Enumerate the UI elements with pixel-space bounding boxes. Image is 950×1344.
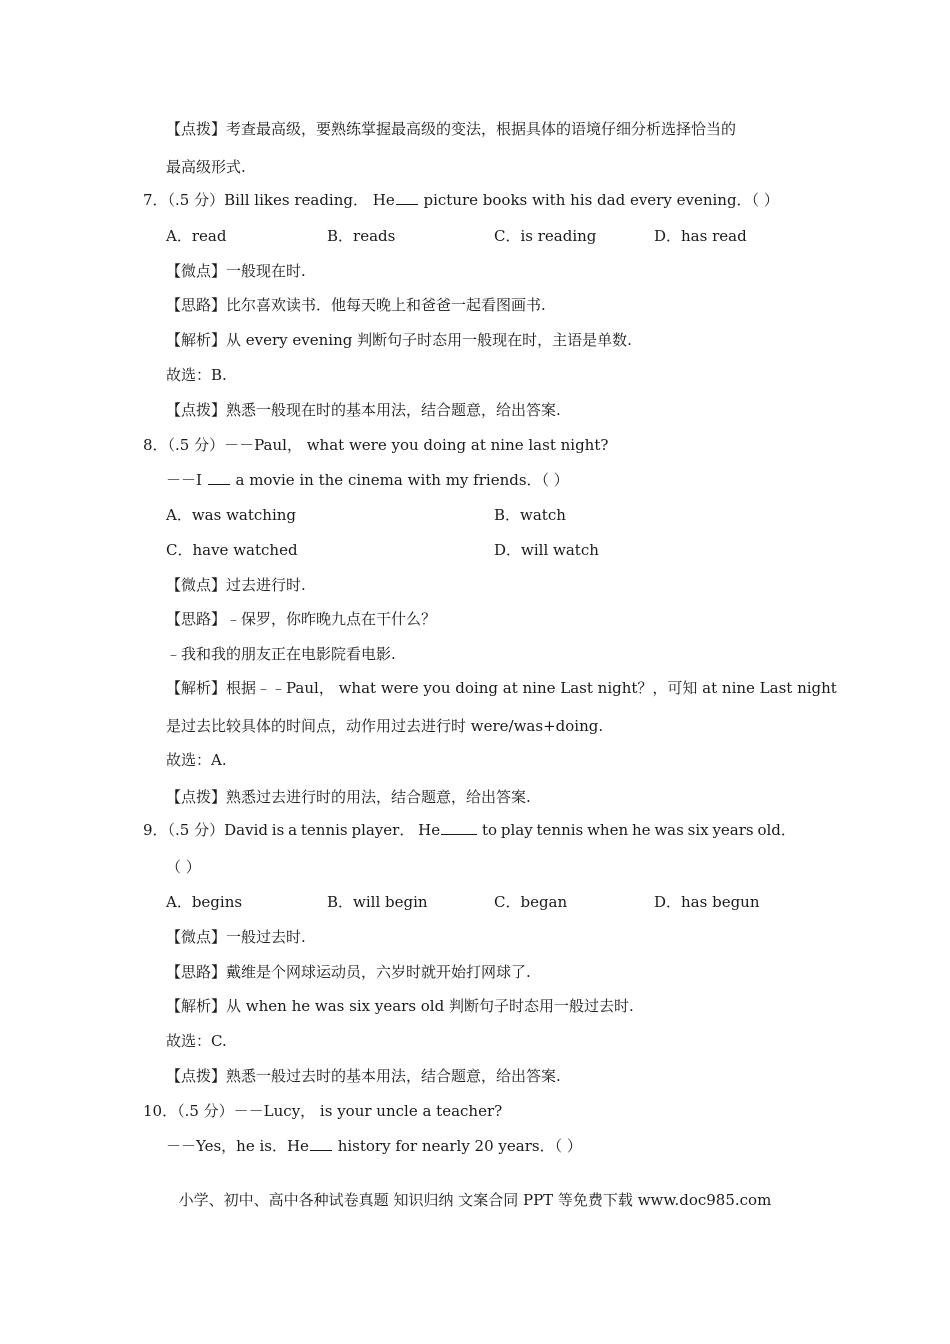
q7-jiexi: 【解析】从 every evening 判断句子时态用一般现在时，主语是单数. [166, 331, 632, 349]
q9-word: to [481, 821, 498, 839]
q8-option-c: C．have watched [166, 541, 298, 559]
answer-blank [310, 1136, 332, 1151]
question-7 [143, 190, 779, 210]
q9-word: is [271, 821, 285, 839]
q8-option-b: B．watch [494, 506, 566, 524]
q8-jiexi-2: 是过去比较具体的时间点，动作用过去进行时 were/was+doing. [166, 717, 604, 735]
q8-option-d: D．will watch [494, 541, 599, 559]
q9-word: when [587, 821, 629, 839]
question-10-line-1: －－Lucy， is your uncle a teacher? [233, 1102, 503, 1120]
q7-option-a: A．read [166, 227, 227, 245]
question-8 [143, 435, 608, 455]
q9-word: tennis [300, 821, 348, 839]
q7-silu: 【思路】比尔喜欢读书．他每天晚上和爸爸一起看图画书. [166, 296, 546, 314]
q9-word: he [631, 821, 651, 839]
q9-word: years [712, 821, 754, 839]
intro-line-2: 最高级形式. [166, 158, 246, 176]
q9-parentheses: （ ） [166, 858, 201, 876]
q7-option-c: C．is reading [494, 227, 597, 245]
q8-jiexi-1: 【解析】根据﹣﹣Paul， what were you doing at nine Last night？，可知 at nine Last night [166, 679, 837, 697]
q9-dianbo: 【点拨】熟悉一般过去时的基本用法，结合题意，给出答案. [166, 1067, 561, 1085]
page-footer: 小学、初中、高中各种试卷真题 知识归纳 文案合同 PPT 等免费下载 www.doc985.com [178, 1191, 772, 1209]
q8-silu-2: ﹣我和我的朋友正在电影院看电影. [166, 645, 396, 663]
q9-answer: 故选：C. [166, 1032, 227, 1050]
question-8-post: a movie in the cinema with my friends．（ ） [235, 471, 569, 489]
q7-option-b: B．reads [327, 227, 396, 245]
question-10-line-2 [166, 1136, 582, 1156]
question-7-number: 7．（.5 分） [143, 191, 225, 209]
question-10 [143, 1101, 502, 1121]
answer-blank [441, 820, 477, 835]
question-10-post: history for nearly 20 years．（ ） [337, 1137, 582, 1155]
q9-word: tennis [536, 821, 584, 839]
question-8-pre: －－I [166, 471, 202, 489]
q8-weidian: 【微点】过去进行时. [166, 576, 306, 594]
q8-answer: 故选：A. [166, 751, 227, 769]
q7-weidian: 【微点】一般现在时. [166, 262, 306, 280]
q7-dianbo: 【点拨】熟悉一般现在时的基本用法，结合题意，给出答案. [166, 401, 561, 419]
question-8-line-2 [166, 470, 569, 490]
question-7-stem-pre: Bill likes reading． He [224, 191, 395, 209]
q7-answer: 故选：B. [166, 366, 227, 384]
intro-line-1: 【点拨】考查最高级，要熟练掌握最高级的变法，根据具体的语境仔细分析选择恰当的 [166, 120, 737, 138]
q9-weidian: 【微点】一般过去时. [166, 928, 306, 946]
q8-dianbo: 【点拨】熟悉过去进行时的用法，结合题意，给出答案. [166, 788, 531, 806]
answer-blank [208, 470, 230, 485]
q9-word: was [654, 821, 684, 839]
q8-silu-1: 【思路】﹣保罗，你昨晚九点在干什么？ [166, 610, 437, 628]
answer-blank [396, 190, 418, 205]
q9-word-with-blank [418, 820, 478, 840]
q9-option-a: A．begins [166, 893, 243, 911]
question-9 [143, 820, 796, 840]
question-7-stem-post: picture books with his dad every evening．（ ） [423, 191, 779, 209]
q7-option-d: D．has read [654, 227, 747, 245]
question-10-pre: －－Yes，he is．He [166, 1137, 309, 1155]
q9-silu: 【思路】戴维是个网球运动员，六岁时就开始打网球了. [166, 963, 531, 981]
q9-word: player． [351, 821, 415, 839]
question-10-number: 10．（.5 分） [143, 1102, 234, 1120]
q9-word: play [500, 821, 533, 839]
q9-word: He [418, 821, 441, 839]
q8-option-a: A．was watching [166, 506, 297, 524]
q9-word: 9．（.5 分）David [143, 821, 268, 839]
q9-option-b: B．will begin [327, 893, 428, 911]
question-8-number: 8．（.5 分） [143, 436, 225, 454]
question-8-line-1: －－Paul， what were you doing at nine last night? [224, 436, 609, 454]
q9-option-d: D．has begun [654, 893, 760, 911]
q9-word: old． [757, 821, 796, 839]
q9-option-c: C．began [494, 893, 568, 911]
q9-word: six [687, 821, 709, 839]
q9-word: a [288, 821, 298, 839]
q9-jiexi: 【解析】从 when he was six years old 判断句子时态用一般过去时. [166, 997, 634, 1015]
